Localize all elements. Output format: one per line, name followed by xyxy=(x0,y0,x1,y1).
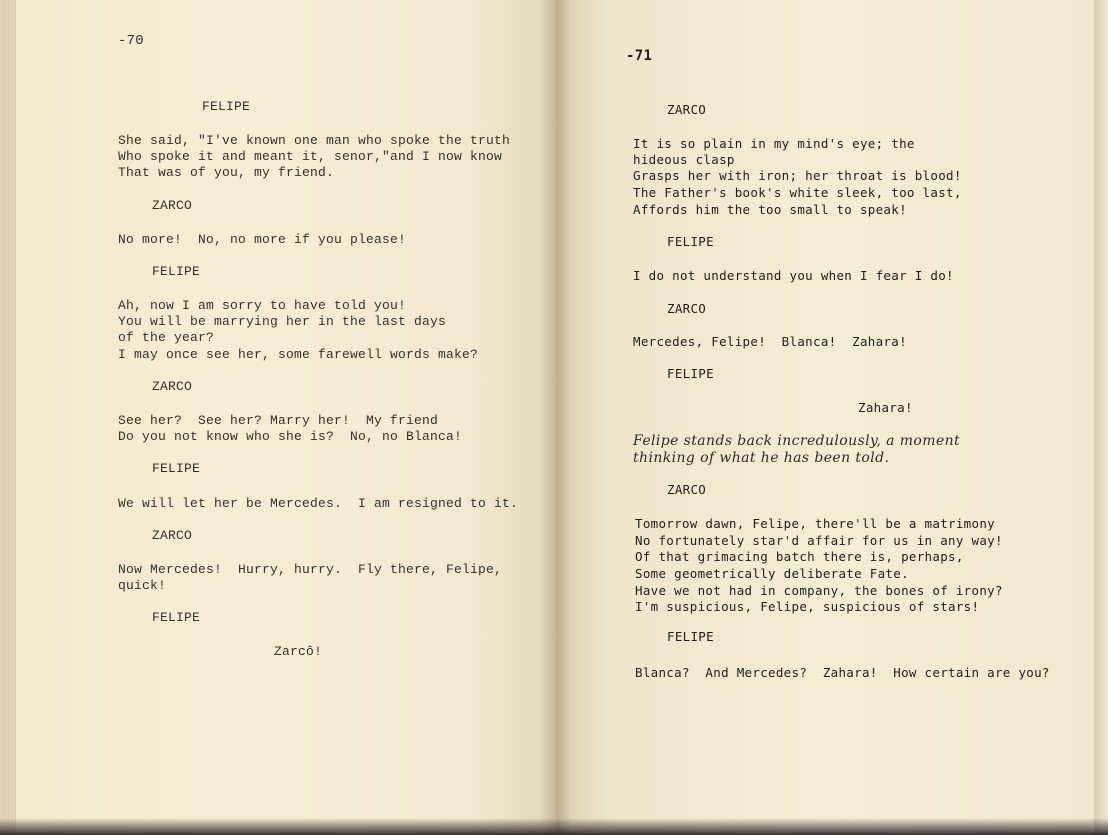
dialogue-line: The Father's book's white sleek, too last, xyxy=(633,185,962,200)
dialogue-line: Ah, now I am sorry to have told you! xyxy=(118,298,407,313)
page-edge-right xyxy=(1094,0,1108,835)
speaker-felipe: FELIPE xyxy=(152,610,201,625)
closing-line: Zarcô! xyxy=(274,644,323,659)
speaker-felipe: FELIPE xyxy=(667,366,714,381)
dialogue-line: No fortunately star'd affair for us in any way! xyxy=(635,533,1003,548)
speaker-felipe: FELIPE xyxy=(667,629,714,644)
page-edges-left xyxy=(0,0,16,835)
speaker-felipe: FELIPE xyxy=(152,461,201,476)
dialogue-line: Who spoke it and meant it, senor,"and I now know xyxy=(118,149,503,164)
speaker-zarco: ZARCO xyxy=(667,482,707,497)
speaker-felipe: FELIPE xyxy=(152,264,201,279)
speaker-felipe: FELIPE xyxy=(202,99,251,114)
dialogue-line: It is so plain in my mind's eye; the xyxy=(633,136,915,151)
bottom-shadow xyxy=(0,818,1108,835)
speaker-zarco: ZARCO xyxy=(667,102,707,117)
speaker-zarco: ZARCO xyxy=(152,379,193,394)
dialogue-line: No more! No, no more if you please! xyxy=(118,232,407,247)
dialogue-line: hideous clasp xyxy=(633,152,735,167)
speaker-zarco: ZARCO xyxy=(667,301,707,316)
dialogue-line: Grasps her with iron; her throat is blood! xyxy=(633,168,962,183)
dialogue-line: Now Mercedes! Hurry, hurry. Fly there, Felipe, xyxy=(118,562,503,577)
dialogue-line: Some geometrically deliberate Fate. xyxy=(635,566,909,581)
dialogue-line: Affords him the too small to speak! xyxy=(633,202,907,217)
dialogue-line: of the year? xyxy=(118,330,215,345)
dialogue-line: See her? See her? Marry her! My friend xyxy=(118,413,439,428)
speaker-felipe: FELIPE xyxy=(667,234,714,249)
right-page xyxy=(556,0,1094,835)
dialogue-line: Mercedes, Felipe! Blanca! Zahara! xyxy=(633,334,907,349)
stage-direction: thinking of what he has been told. xyxy=(633,450,890,466)
dialogue-line: That was of you, my friend. xyxy=(118,165,335,180)
dialogue-line: Of that grimacing batch there is, perhaps, xyxy=(635,549,964,564)
speaker-zarco: ZARCO xyxy=(152,198,193,213)
dialogue-line: Do you not know who she is? No, no Blanca! xyxy=(118,429,463,444)
speaker-zarco: ZARCO xyxy=(152,528,193,543)
indented-line: Zahara! xyxy=(858,400,913,415)
left-page xyxy=(16,0,556,835)
left-page-number: -70 xyxy=(118,33,144,49)
dialogue-line: quick! xyxy=(118,578,167,593)
book-gutter xyxy=(540,0,572,835)
dialogue-line: We will let her be Mercedes. I am resigned to it. xyxy=(118,496,519,511)
dialogue-line: Tomorrow dawn, Felipe, there'll be a matrimony xyxy=(635,516,995,531)
right-page-number: -71 xyxy=(626,48,653,64)
dialogue-line: I'm suspicious, Felipe, suspicious of stars! xyxy=(635,599,980,614)
dialogue-line: She said, "I've known one man who spoke the truth xyxy=(118,133,511,148)
dialogue-line: I may once see her, some farewell words make? xyxy=(118,347,479,362)
dialogue-line: I do not understand you when I fear I do! xyxy=(633,268,954,283)
dialogue-line: Blanca? And Mercedes? Zahara! How certain are you? xyxy=(635,665,1050,680)
dialogue-line: Have we not had in company, the bones of irony? xyxy=(635,583,1003,598)
stage-direction: Felipe stands back incredulously, a moment xyxy=(633,433,961,449)
dialogue-line: You will be marrying her in the last days xyxy=(118,314,447,329)
